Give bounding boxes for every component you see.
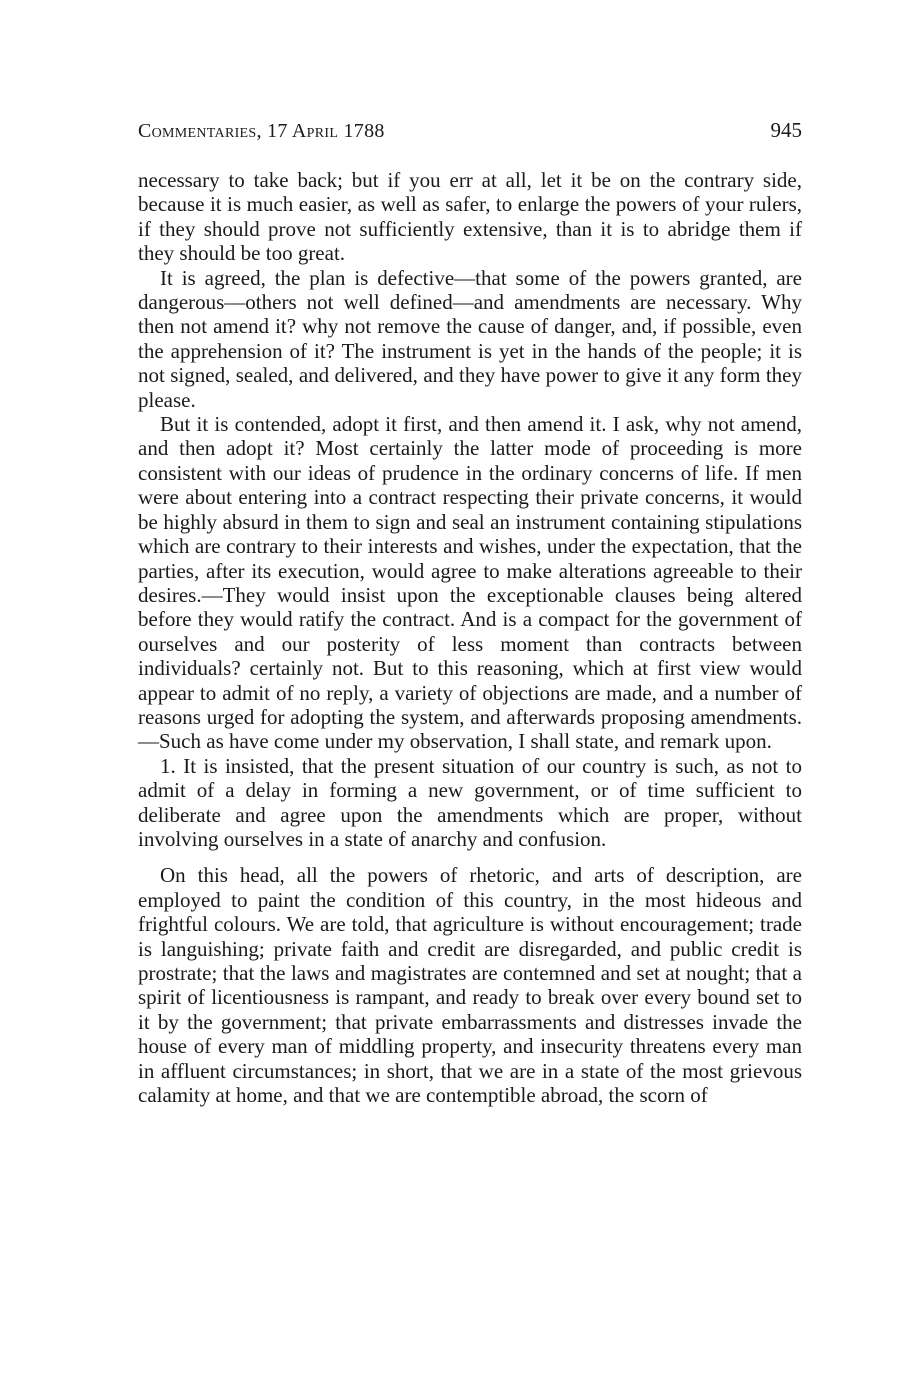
paragraph-continued: necessary to take back; but if you err at all, let it be on the contrary side, because it is much easier, as well as safer, to enlarge the powers of your rulers, if they should prove not sufficiently extensive, than it is to abridge them if they should be too great. [138, 168, 802, 266]
paragraph-plan-defective: It is agreed, the plan is defective—that some of the powers granted, are dangerous—others not well defined—and amendments are necessary. Why then not amend it? why not remove the cause of danger, and, if possible, even the apprehension of it? The instrument is yet in the hands of the people; it is not signed, sealed, and delivered, and they have power to give it any form they please. [138, 265, 802, 412]
page-number: 945 [770, 118, 802, 142]
document-page [138, 118, 802, 1107]
body-text [138, 168, 802, 1107]
running-title: Commentaries, 17 April 1788 [138, 120, 385, 142]
paragraph-objection-one: 1. It is insisted, that the present situation of our country is such, as not to admit of a delay in forming a new government, or of time sufficient to deliberate and agree upon the amendments which are proper, without involving ourselves in a state of anarchy and confusion. [138, 753, 802, 851]
running-head [138, 118, 802, 148]
paragraph-adopt-then-amend: But it is contended, adopt it first, and then amend it. I ask, why not amend, and then adopt it? Most certainly the latter mode of proceeding is more consistent with our ideas of prudence in the ordinary concerns of life. If men were about entering into a contract respecting their private concerns, it would be highly absurd in them to sign and seal an instrument containing stipulations which are contrary to their interests and wishes, under the expectation, that the parties, after its execution, would agree to make alterations agreeable to their desires.—They would insist upon the exceptionable clauses being altered before they would ratify the contract. And is a compact for the government of ourselves and our posterity of less moment than contracts between individuals? certainly not. But to this reasoning, which at first view would appear to admit of no reply, a variety of objections are made, and a number of reasons urged for adopting the system, and afterwards proposing amendments.—Such as have come under my observation, I shall state, and remark upon. [138, 412, 802, 754]
paragraph-on-this-head: On this head, all the powers of rhetoric, and arts of description, are employed to paint the condition of this country, in the most hideous and frightful colours. We are told, that agriculture is without encouragement; trade is languishing; private faith and credit are disregarded, and public credit is prostrate; that the laws and magistrates are contemned and set at nought; that a spirit of licentiousness is rampant, and ready to break over every bound set to it by the government; that private embarrassments and distresses invade the house of every man of middling property, and insecurity threatens every man in affluent circumstances; in short, that we are in a state of the most grievous calamity at home, and that we are contemptible abroad, the scorn of [138, 863, 802, 1108]
